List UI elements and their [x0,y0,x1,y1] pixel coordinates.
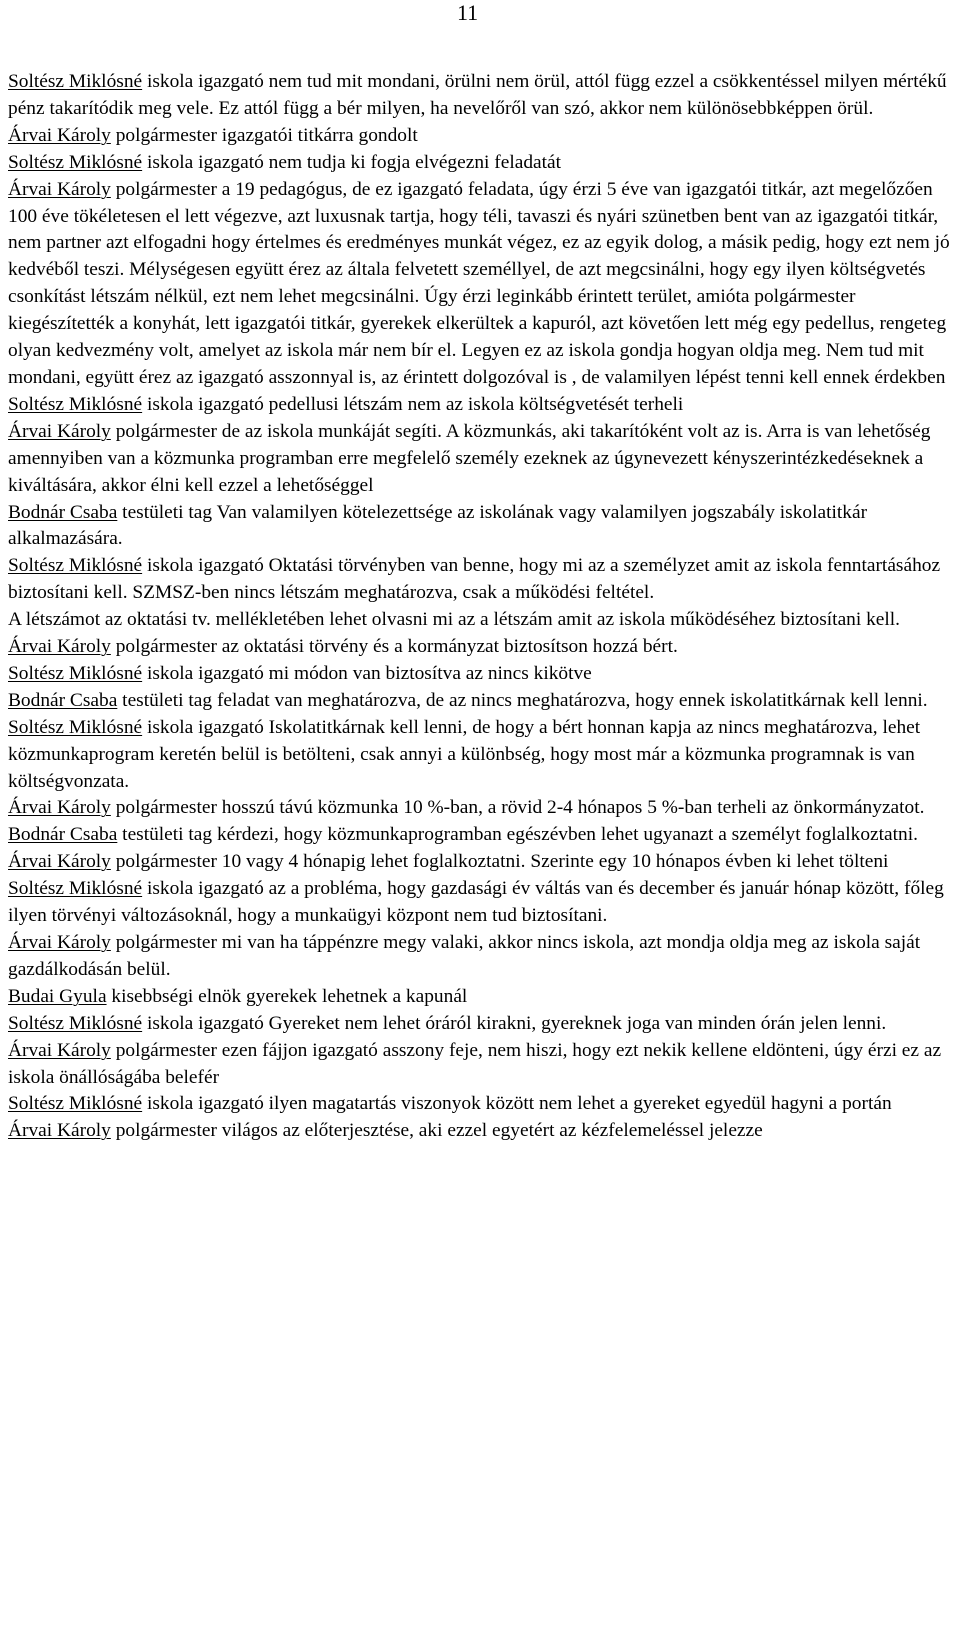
paragraph-text: polgármester igazgatói titkárra gondolt [110,124,418,146]
paragraph [8,876,956,930]
paragraph-text: iskola igazgató pedellusi létszám nem az iskola költségvetését terheli [142,393,684,415]
paragraph [8,607,956,634]
speaker-name: Árvai Károly [8,797,111,819]
speaker-name: Budai Gyula [8,985,107,1007]
speaker-name: Árvai Károly [8,1120,111,1142]
paragraph-text: iskola igazgató ilyen magatartás viszonyok között nem lehet a gyereket egyedül hagyni a portán [142,1093,892,1115]
paragraph [8,69,956,123]
paragraph-text: iskola igazgató mi módon van biztosítva az nincs kikötve [142,662,592,684]
paragraph-text: polgármester a 19 pedagógus, de ez igazgató feladata, úgy érzi 5 éve van igazgatói titkár, azt megelőzően 100 éve tökéletesen el lett végezve, azt luxusnak tartja, hogy téli, tavaszi és nyári szünetben bent van az igazgatói titkár, nem partner azt elfogadni hogy értelmes és eredményes munkát végez, ez az egyik dolog, a másik pedig, hogy ezt nem jó kedvéből teszi. Mélységesen együtt érez az általa felvetett személlyel, de azt megcsinálni, hogy egy ilyen költségvetés csonkítást létszám nélkül, ezt nem lehet megcsinálni. Úgy érzi leginkább érintett terület, amióta polgármester kiegészítették a konyhát, lett igazgatói titkár, gyerekek elkerültek a kapuról, azt követően lett még egy pedellus, rengeteg olyan kedvezmény volt, amelyet az iskola már nem bír el. Legyen ez az iskola gondja hogyan oldja meg. Nem tud mit mondani, együtt érez az igazgató asszonnyal is, az érintett dolgozóval is , de valamilyen lépést tenni kell ennek érdekben [8,178,950,388]
paragraph-text: testületi tag Van valamilyen kötelezettsége az iskolának vagy valamilyen jogszabály iskolatitkár alkalmazására. [8,501,868,550]
paragraph [8,1038,956,1092]
paragraph [8,661,956,688]
speaker-name: Bodnár Csaba [8,501,118,523]
paragraph [8,150,956,177]
paragraph-text: testületi tag feladat van meghatározva, de az nincs meghatározva, hogy ennek iskolatitkárnak kell lenni. [117,689,928,711]
paragraph [8,822,956,849]
paragraph-text: iskola igazgató az a probléma, hogy gazdasági év váltás van és december és január hónap között, főleg ilyen törvényi változásoknál, hogy a munkaügyi központ nem tud biztosítani. [8,878,944,927]
paragraph-text: iskola igazgató Iskolatitkárnak kell lenni, de hogy a bért honnan kapja az nincs meghatározva, lehet közmunkaprogram keretén belül is betölteni, csak annyi a különbség, hogy most már a közmunka programnak is van költségvonzata. [8,716,921,792]
speaker-name: Soltész Miklósné [8,878,143,900]
paragraph [8,930,956,984]
paragraph-text: iskola igazgató nem tudja ki fogja elvégezni feladatát [142,151,562,173]
minutes-body [8,69,956,1145]
paragraph [8,634,956,661]
paragraph-text: iskola igazgató nem tud mit mondani, örülni nem örül, attól függ ezzel a csökkentéssel milyen mértékű pénz takarítódik meg vele. Ez attól függ a bér milyen, ha nevelőről van szó, akkor nem különösebbképpen örül. [8,71,947,119]
speaker-name: Soltész Miklósné [8,662,143,684]
paragraph-text: polgármester világos az előterjesztése, aki ezzel egyetért az kézfelemeléssel jelezze [110,1120,763,1142]
paragraph-text: A létszámot az oktatási tv. mellékletében lehet olvasni mi az a létszám amit az iskola működéséhez biztosítani kell. [8,609,901,631]
paragraph [8,500,956,554]
paragraph [8,392,956,419]
page-number: 11 [457,0,479,25]
speaker-name: Árvai Károly [8,932,111,953]
speaker-name: Soltész Miklósné [8,555,143,577]
speaker-name: Árvai Károly [8,420,111,442]
paragraph-text: kisebbségi elnök gyerekek lehetnek a kapunál [106,985,468,1007]
speaker-name: Árvai Károly [8,1039,111,1061]
paragraph-text: polgármester mi van ha táppénzre megy valaki, akkor nincs iskola, azt mondja oldja meg az iskola saját gazdálkodásán belül. [8,932,921,980]
speaker-name: Árvai Károly [8,636,111,658]
paragraph [8,984,956,1011]
speaker-name: Bodnár Csaba [8,689,118,711]
paragraph-text: polgármester 10 vagy 4 hónapig lehet foglalkoztatni. Szerinte egy 10 hónapos évben ki lehet tölteni [110,851,889,873]
paragraph-text: testületi tag kérdezi, hogy közmunkaprogramban egészévben lehet ugyanazt a személyt foglalkoztatni. [117,824,918,846]
paragraph [8,849,956,876]
paragraph [8,553,956,607]
paragraph-text: polgármester de az iskola munkáját segíti. A közmunkás, aki takarítóként volt az is. Arra is van lehetőség amennyiben van a közmunka programban erre megfelelő személy ezeknek az úgynevezett kényszerintézkedéseknek a kiváltására, akkor élni kell ezzel a lehetőséggel [8,420,931,496]
speaker-name: Soltész Miklósné [8,151,143,173]
paragraph [8,715,956,796]
speaker-name: Soltész Miklósné [8,393,143,415]
speaker-name: Árvai Károly [8,851,111,873]
speaker-name: Soltész Miklósné [8,716,143,738]
speaker-name: Bodnár Csaba [8,824,118,846]
paragraph [8,1118,956,1145]
speaker-name: Soltész Miklósné [8,71,143,92]
speaker-name: Árvai Károly [8,178,111,200]
speaker-name: Soltész Miklósné [8,1093,143,1115]
speaker-name: Soltész Miklósné [8,1012,143,1034]
paragraph-text: iskola igazgató Gyereket nem lehet óráról kirakni, gyereknek joga van minden órán jelen lenni. [142,1012,887,1034]
paragraph [8,123,956,150]
paragraph-text: polgármester hosszú távú közmunka 10 %-ban, a rövid 2-4 hónapos 5 %-ban terheli az önkormányzatot. [110,797,925,819]
paragraph [8,688,956,715]
paragraph [8,419,956,500]
paragraph [8,1011,956,1038]
paragraph [8,795,956,822]
paragraph-text: iskola igazgató Oktatási törvényben van benne, hogy mi az a személyzet amit az iskola fenntartásához biztosítani kell. SZMSZ-ben nincs létszám meghatározva, csak a működési feltétel. [8,555,941,604]
paragraph [8,177,956,392]
paragraph [8,1091,956,1118]
paragraph-text: polgármester az oktatási törvény és a kormányzat biztosítson hozzá bért. [110,636,678,658]
paragraph-text: polgármester ezen fájjon igazgató asszony feje, nem hiszi, hogy ezt nekik kellene eldönteni, úgy érzi ez az iskola önállóságába belefér [8,1039,942,1088]
speaker-name: Árvai Károly [8,124,111,146]
